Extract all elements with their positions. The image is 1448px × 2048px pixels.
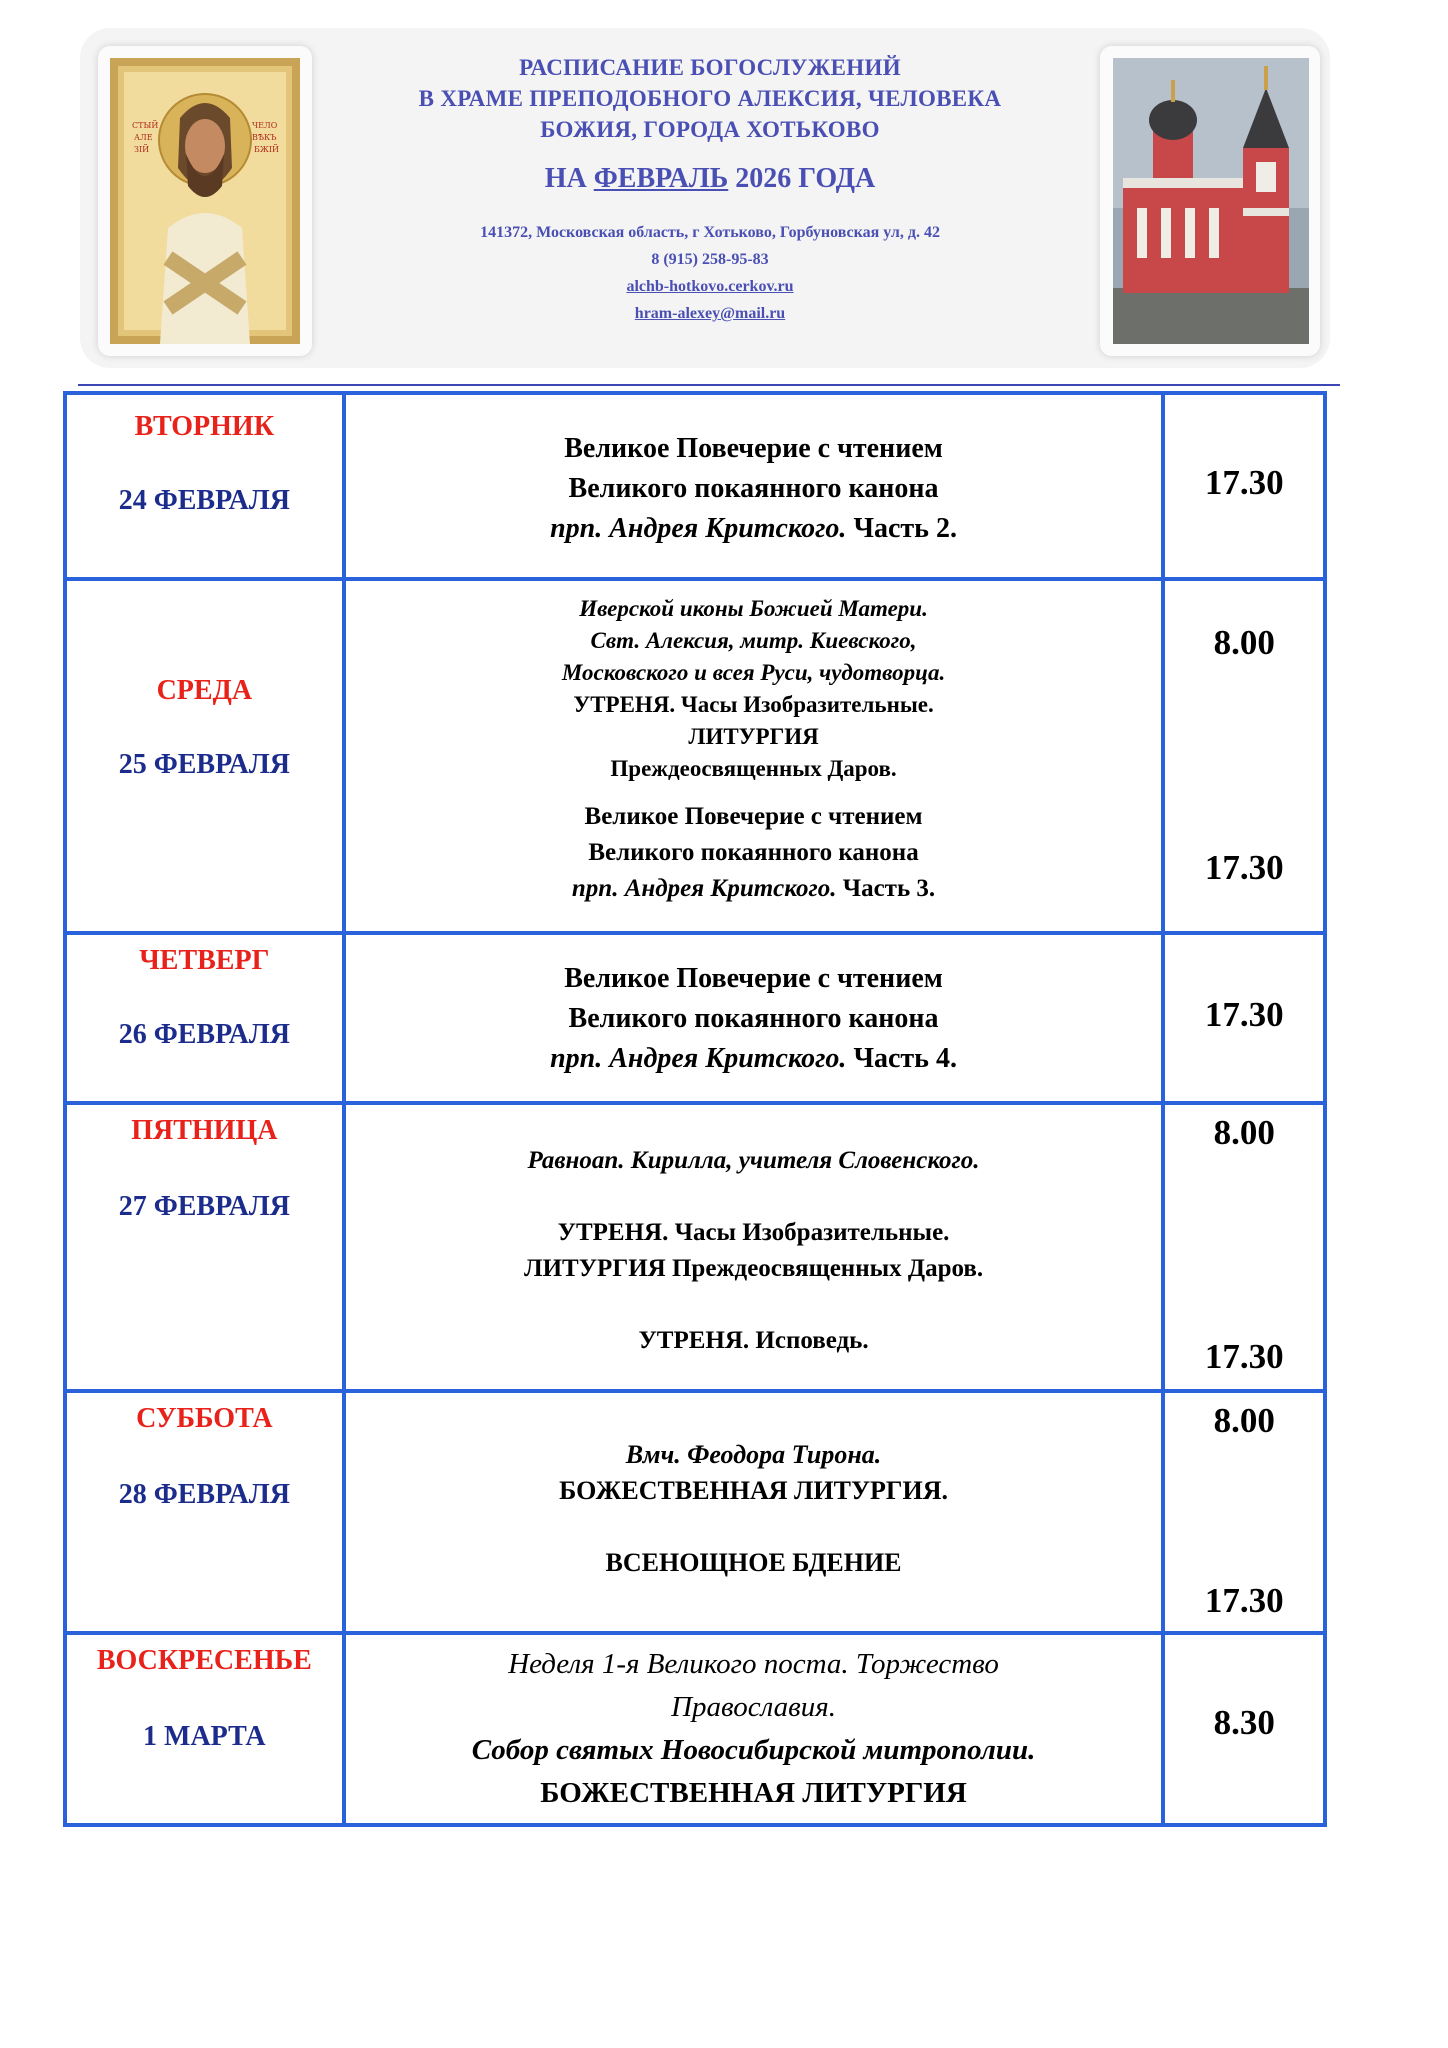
- phone-text: 8 (915) 258-95-83: [651, 251, 769, 268]
- table-row: [65, 1103, 1325, 1391]
- month-prefix: НА: [544, 163, 587, 194]
- service-text: [346, 1437, 1162, 1509]
- day-cell: [65, 1391, 344, 1633]
- service-line: БОЖЕСТВЕННАЯ ЛИТУРГИЯ.: [559, 1476, 948, 1505]
- header-divider: [78, 384, 1340, 386]
- service-line: Иверской иконы Божией Матери.: [579, 596, 928, 621]
- service-cell: [344, 933, 1164, 1103]
- church-photo-image: [1113, 58, 1309, 344]
- day-cell: [65, 579, 344, 933]
- service-line: Великого покаянного канона: [568, 473, 939, 504]
- service-line: Московского и всея Руси, чудотворца.: [561, 660, 946, 685]
- service-time: 8.30: [1213, 1703, 1275, 1742]
- service-line: Неделя 1-я Великого поста. Торжество: [508, 1648, 999, 1680]
- service-line: Преждеосвященных Даров.: [610, 756, 897, 781]
- schedule-table: [63, 391, 1327, 1827]
- weekday-label: ВОСКРЕСЕНЬЕ: [96, 1645, 312, 1676]
- service-time: 17.30: [1204, 848, 1284, 887]
- day-cell: [65, 1633, 344, 1825]
- service-line: прп. Андрея Критского. Часть 4.: [550, 1043, 957, 1074]
- day-cell: [65, 1103, 344, 1391]
- service-time: 8.00: [1213, 1401, 1275, 1440]
- header-title-line-1: РАСПИСАНИЕ БОГОСЛУЖЕНИЙ: [519, 55, 901, 80]
- service-line: Великого покаянного канона: [568, 1003, 939, 1034]
- date-label: 24 ФЕВРАЛЯ: [118, 485, 290, 516]
- time-cell: [1163, 1633, 1325, 1825]
- service-text: [346, 429, 1162, 549]
- service-line: УТРЕНЯ. Часы Изобразительные.: [573, 692, 934, 717]
- service-line: ВСЕНОЩНОЕ БДЕНИЕ: [605, 1548, 902, 1577]
- date-label: 28 ФЕВРАЛЯ: [118, 1479, 290, 1510]
- service-line: Собор святых Новосибирской митрополии.: [471, 1734, 1036, 1766]
- weekday-label: СУББОТА: [136, 1403, 273, 1434]
- header-title-line-2: В ХРАМЕ ПРЕПОДОБНОГО АЛЕКСИЯ, ЧЕЛОВЕКА: [418, 86, 1002, 111]
- service-text: [346, 1323, 1162, 1359]
- website-link[interactable]: alchb-hotkovo.cerkov.ru: [626, 278, 794, 295]
- service-time: 17.30: [1204, 1581, 1284, 1620]
- service-line: ЛИТУРГИЯ Преждеосвященных Даров.: [523, 1255, 984, 1282]
- time-cell: [1163, 579, 1325, 933]
- service-cell: [344, 1633, 1164, 1825]
- service-text: [346, 1545, 1162, 1581]
- time-cell: [1163, 933, 1325, 1103]
- table-row: [65, 1633, 1325, 1825]
- service-line: Равноап. Кирилла, учителя Словенского.: [527, 1147, 980, 1174]
- service-cell: [344, 1103, 1164, 1391]
- service-text: [346, 1215, 1162, 1287]
- service-line: Великого покаянного канона: [588, 839, 919, 866]
- service-cell: [344, 579, 1164, 933]
- service-text: [346, 799, 1162, 907]
- service-time: 8.00: [1213, 623, 1275, 662]
- service-line: прп. Андрея Критского. Часть 3.: [571, 875, 936, 902]
- address-text: 141372, Московская область, г Хотьково, Горбуновская ул, д. 42: [480, 224, 940, 241]
- email-link[interactable]: hram-alexey@mail.ru: [634, 305, 786, 322]
- service-line: Великое Повечерие с чтением: [564, 963, 943, 994]
- date-label: 25 ФЕВРАЛЯ: [118, 749, 290, 780]
- service-text: [346, 1143, 1162, 1179]
- table-row: [65, 579, 1325, 933]
- service-line: ЛИТУРГИЯ: [688, 724, 819, 749]
- service-line: Православия.: [671, 1691, 836, 1723]
- service-cell: [344, 1391, 1164, 1633]
- month-name: ФЕВРАЛЬ: [593, 163, 729, 194]
- service-text: [346, 1643, 1162, 1815]
- month-suffix: 2026 ГОДА: [735, 163, 876, 194]
- service-line: УТРЕНЯ. Исповедь.: [638, 1327, 869, 1354]
- month-heading: [340, 163, 1080, 195]
- service-line: УТРЕНЯ. Часы Изобразительные.: [557, 1219, 950, 1246]
- contact-block: [340, 219, 1080, 327]
- service-line: Великое Повечерие с чтением: [564, 433, 943, 464]
- service-time: 17.30: [1204, 1337, 1284, 1376]
- icon-inscription-right: ЧЕЛО ВѢКЪ БЖІЙ: [252, 121, 280, 154]
- weekday-label: ПЯТНИЦА: [131, 1115, 278, 1146]
- header-text: [340, 52, 1080, 327]
- weekday-label: СРЕДА: [156, 675, 253, 706]
- date-label: 27 ФЕВРАЛЯ: [118, 1191, 290, 1222]
- service-line: Свт. Алексия, митр. Киевского,: [590, 628, 917, 653]
- date-label: 1 МАРТА: [143, 1721, 266, 1752]
- table-row: [65, 393, 1325, 579]
- service-cell: [344, 393, 1164, 579]
- service-time: 17.30: [1204, 995, 1284, 1034]
- time-cell: [1163, 393, 1325, 579]
- time-cell: [1163, 1103, 1325, 1391]
- day-cell: [65, 393, 344, 579]
- service-line: Великое Повечерие с чтением: [584, 803, 923, 830]
- service-line: прп. Андрея Критского. Часть 2.: [550, 513, 957, 544]
- service-time: 8.00: [1213, 1113, 1275, 1152]
- table-row: [65, 933, 1325, 1103]
- day-cell: [65, 933, 344, 1103]
- service-text: [346, 593, 1162, 785]
- header-title-line-3: БОЖИЯ, ГОРОДА ХОТЬКОВО: [540, 117, 880, 142]
- service-time: 17.30: [1204, 463, 1284, 502]
- saint-icon-image: [110, 58, 300, 344]
- icon-inscription-left: СТЫЙ АЛЕ ЗІЙ: [132, 121, 159, 154]
- service-line: Вмч. Феодора Тирона.: [625, 1440, 882, 1469]
- time-cell: [1163, 1391, 1325, 1633]
- weekday-label: ВТОРНИК: [134, 411, 274, 442]
- table-row: [65, 1391, 1325, 1633]
- weekday-label: ЧЕТВЕРГ: [139, 945, 270, 976]
- service-text: [346, 959, 1162, 1079]
- service-line: БОЖЕСТВЕННАЯ ЛИТУРГИЯ: [540, 1777, 967, 1809]
- date-label: 26 ФЕВРАЛЯ: [118, 1019, 290, 1050]
